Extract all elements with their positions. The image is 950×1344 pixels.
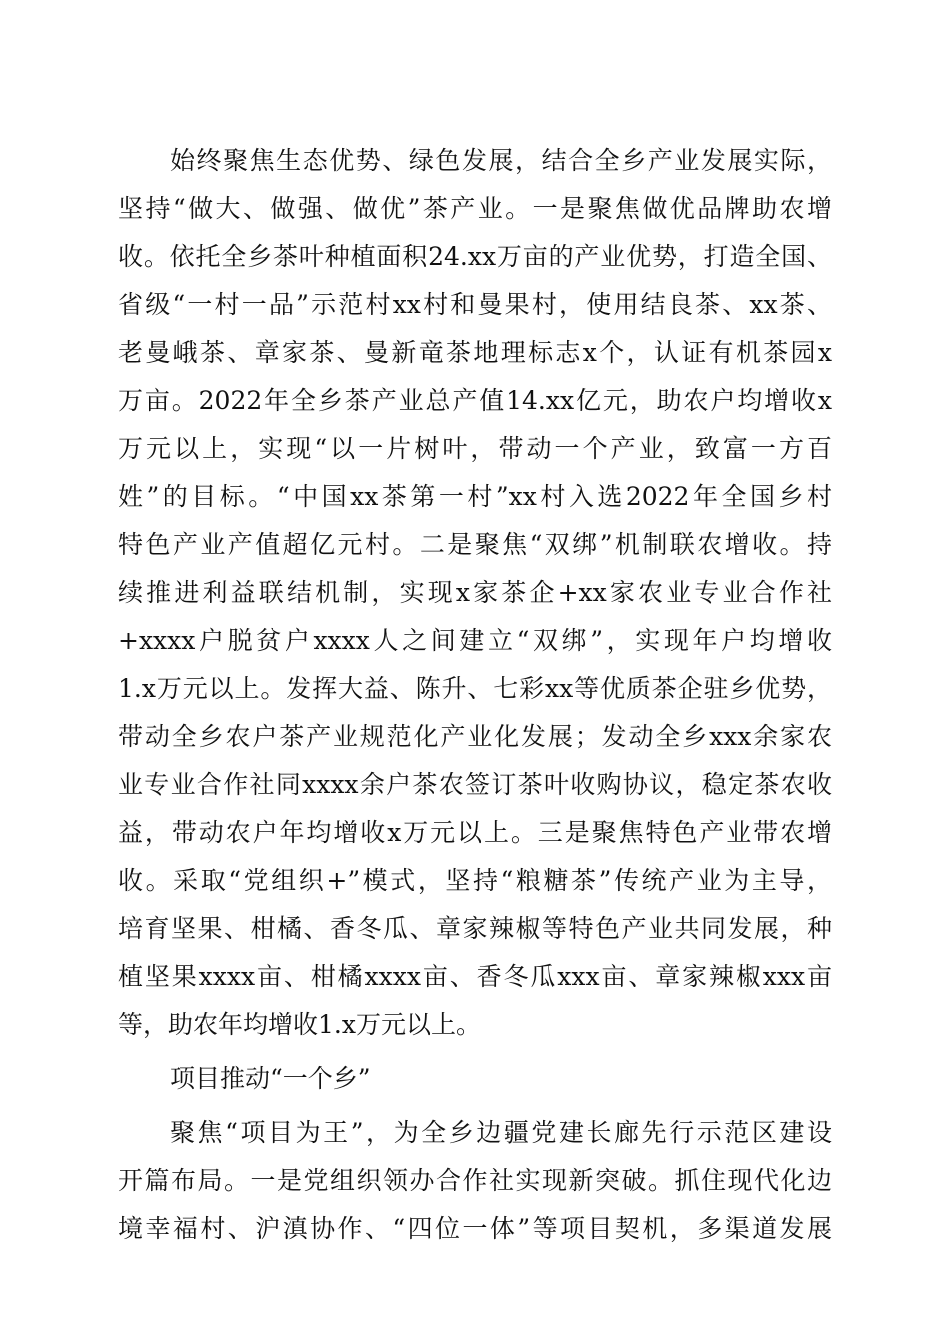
text-line: 境幸福村、沪滇协作、“四位一体”等项目契机，多渠道发展 [118, 1214, 832, 1243]
text-line: 特色产业产值超亿元村。二是聚焦“双绑”机制联农增收。持 [118, 530, 832, 559]
text-line: 培育坚果、柑橘、香冬瓜、章家辣椒等特色产业共同发展，种 [118, 914, 832, 943]
text-line: 省级“一村一品”示范村xx村和曼果村，使用结良茶、xx茶、 [118, 290, 832, 319]
text-line: 始终聚焦生态优势、绿色发展，结合全乡产业发展实际， [170, 146, 832, 175]
text-line: 业专业合作社同xxxx余户茶农签订茶叶收购协议，稳定茶农收 [118, 770, 832, 799]
text-line: 续推进利益联结机制，实现x家茶企+xx家农业专业合作社 [118, 578, 832, 607]
text-line: 收。采取“党组织+”模式，坚持“粮糖茶”传统产业为主导， [118, 866, 832, 895]
text-line: 益，带动农户年均增收x万元以上。三是聚焦特色产业带农增 [118, 818, 832, 847]
text-line: 开篇布局。一是党组织领办合作社实现新突破。抓住现代化边 [118, 1166, 832, 1195]
text-line: 坚持“做大、做强、做优”茶产业。一是聚焦做优品牌助农增 [118, 194, 832, 223]
text-line: 姓”的目标。“中国xx茶第一村”xx村入选2022年全国乡村 [118, 482, 832, 511]
text-line: 植坚果xxxx亩、柑橘xxxx亩、香冬瓜xxx亩、章家辣椒xxx亩 [118, 962, 832, 991]
text-line: 等，助农年均增收1.x万元以上。 [118, 1010, 481, 1039]
text-line: 收。依托全乡茶叶种植面积24.xx万亩的产业优势，打造全国、 [118, 242, 832, 271]
text-line: +xxxx户脱贫户xxxx人之间建立“双绑”，实现年户均增收 [118, 626, 832, 655]
text-line: 1.x万元以上。发挥大益、陈升、七彩xx等优质茶企驻乡优势， [118, 674, 832, 703]
text-line: 万亩。2022年全乡茶产业总产值14.xx亿元，助农户均增收x [118, 386, 832, 415]
text-line: 聚焦“项目为王”，为全乡边疆党建长廊先行示范区建设 [170, 1118, 832, 1147]
text-line: 带动全乡农户茶产业规范化产业化发展；发动全乡xxx余家农 [118, 722, 832, 751]
text-line: 老曼峨茶、章家茶、曼新竜茶地理标志x个，认证有机茶园x [118, 338, 832, 367]
section-heading: 项目推动“一个乡” [170, 1064, 371, 1093]
text-line: 万元以上，实现“以一片树叶，带动一个产业，致富一方百 [118, 434, 832, 463]
